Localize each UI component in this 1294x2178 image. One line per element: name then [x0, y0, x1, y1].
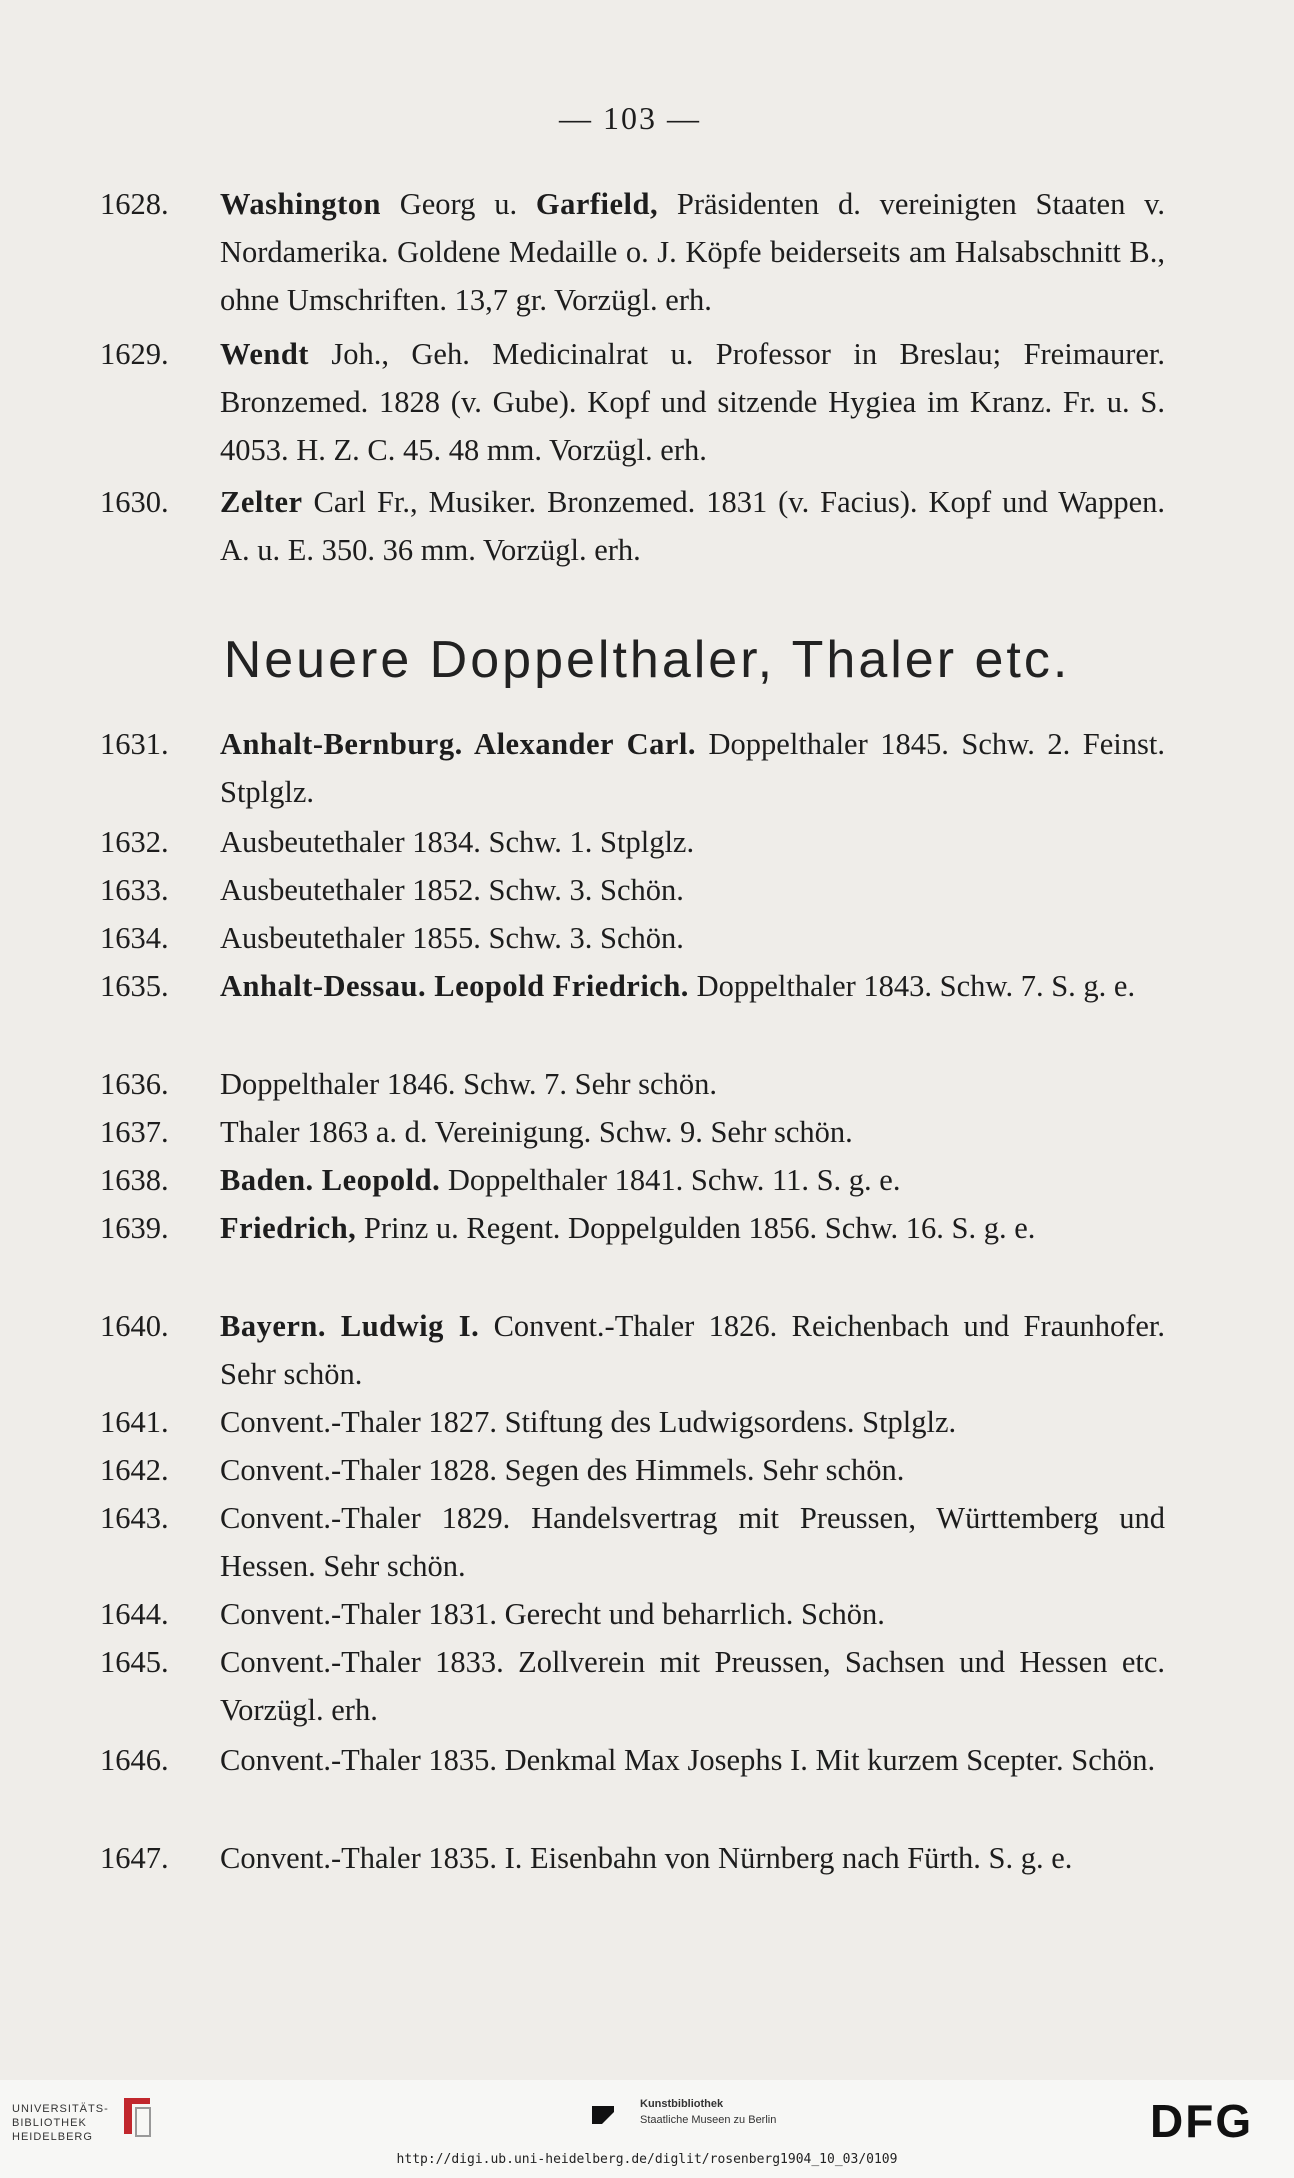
- entry-description: Doppelthaler 1843. Schw. 7. S. g. e.: [688, 969, 1136, 1003]
- entry-heading-secondary: Garfield,: [535, 187, 659, 221]
- entry-heading: Bayern. Ludwig I.: [220, 1309, 480, 1343]
- entry-heading: Baden. Leopold.: [220, 1163, 441, 1197]
- entry-number: 1628.: [100, 187, 169, 221]
- entry-description: Doppelthaler 1845. Schw. 2. Feinst. Stplglz.: [220, 727, 1165, 809]
- entry-description: Ausbeutethaler 1855. Schw. 3. Schön.: [220, 921, 684, 955]
- catalog-entry: [100, 1302, 1165, 1398]
- entry-description: Ausbeutethaler 1852. Schw. 3. Schön.: [220, 873, 684, 907]
- catalog-entry: [100, 914, 1165, 962]
- kunstbibliothek-label[interactable]: Kunstbibliothek Staatliche Museen zu Berlin: [640, 2098, 777, 2126]
- entry-description: Carl Fr., Musiker. Bronzemed. 1831 (v. Facius). Kopf und Wappen. A. u. E. 350. 36 mm. Vorzügl. erh.: [220, 485, 1165, 567]
- entry-heading: Anhalt-Bernburg. Alexander Carl.: [220, 727, 696, 761]
- entry-text: [220, 1834, 1165, 1882]
- entry-description: Doppelthaler 1846. Schw. 7. Sehr schön.: [220, 1067, 717, 1101]
- entry-description: Convent.-Thaler 1835. Denkmal Max Josephs I. Mit kurzem Scepter. Schön.: [220, 1743, 1156, 1777]
- catalog-entry: [100, 720, 1165, 816]
- entry-text: [220, 330, 1165, 474]
- catalog-entry: [100, 478, 1165, 574]
- entry-text: [220, 720, 1165, 816]
- entry-description: Convent.-Thaler 1829. Handelsvertrag mit Preussen, Württemberg und Hessen. Sehr schön.: [220, 1501, 1165, 1583]
- catalog-entry: [100, 1638, 1165, 1734]
- entry-text: [220, 1638, 1165, 1734]
- entry-number: 1635.: [100, 969, 169, 1003]
- entry-description: Convent.-Thaler 1833. Zollverein mit Preussen, Sachsen und Hessen etc. Vorzügl. erh.: [220, 1645, 1165, 1727]
- catalog-entry: [100, 1398, 1165, 1446]
- entry-number: 1640.: [100, 1309, 169, 1343]
- entry-number: 1633.: [100, 873, 169, 907]
- catalog-entry: [100, 330, 1165, 474]
- entry-heading: Washington: [220, 187, 381, 221]
- entry-number: 1636.: [100, 1067, 169, 1101]
- entry-text: [220, 1590, 1165, 1638]
- entry-text: [220, 866, 1165, 914]
- university-emblem-icon: [120, 2096, 154, 2138]
- entry-number: 1634.: [100, 921, 169, 955]
- entry-heading: Anhalt-Dessau. Leopold Friedrich.: [220, 969, 689, 1003]
- kunstbibliothek-logo-icon: [590, 2102, 616, 2128]
- entry-description: Doppelthaler 1841. Schw. 11. S. g. e.: [440, 1163, 901, 1197]
- catalog-entry: [100, 1446, 1165, 1494]
- entry-text: [220, 818, 1165, 866]
- page-number: — 103 —: [559, 100, 701, 136]
- entry-text: [220, 962, 1165, 1010]
- catalog-entry: [100, 1060, 1165, 1108]
- entry-number: 1630.: [100, 485, 169, 519]
- entry-number: 1637.: [100, 1115, 169, 1149]
- university-library-logo[interactable]: UNIVERSITÄTS- BIBLIOTHEK HEIDELBERG: [12, 2103, 109, 2143]
- entry-number: 1643.: [100, 1501, 169, 1535]
- entry-heading: Friedrich,: [220, 1211, 357, 1245]
- entry-description: Joh., Geh. Medicinalrat u. Professor in Breslau; Freimaurer. Bronzemed. 1828 (v. Gube). Kopf und sitzende Hygiea im Kranz. Fr. u. S. 4053. H. Z. C. 45. 48 mm. Vorzügl. erh.: [220, 337, 1165, 467]
- catalog-entry: [100, 1108, 1165, 1156]
- catalog-entry: [100, 1834, 1165, 1882]
- catalog-entry: [100, 1204, 1165, 1252]
- entry-heading: Zelter: [220, 485, 303, 519]
- entry-description: Convent.-Thaler 1826. Reichenbach und Fraunhofer. Sehr schön.: [220, 1309, 1165, 1391]
- entry-number: 1631.: [100, 727, 169, 761]
- catalog-entry: [100, 1494, 1165, 1590]
- catalog-entry: [100, 962, 1165, 1010]
- entry-text: [220, 1156, 1165, 1204]
- entry-text: [220, 1060, 1165, 1108]
- footer-bar: [0, 2080, 1294, 2178]
- entry-description: Thaler 1863 a. d. Vereinigung. Schw. 9. Sehr schön.: [220, 1115, 853, 1149]
- entry-text: [220, 1302, 1165, 1398]
- entry-text: [220, 180, 1165, 324]
- entry-number: 1644.: [100, 1597, 169, 1631]
- entry-description: Prinz u. Regent. Doppelgulden 1856. Schw. 16. S. g. e.: [356, 1211, 1036, 1245]
- entry-text: [220, 1108, 1165, 1156]
- catalog-entry: [100, 180, 1165, 324]
- entry-text: [220, 1446, 1165, 1494]
- entry-number: 1629.: [100, 337, 169, 371]
- entry-number: 1642.: [100, 1453, 169, 1487]
- entry-text: [220, 914, 1165, 962]
- permalink-url[interactable]: http://digi.ub.uni-heidelberg.de/diglit/rosenberg1904_10_03/0109: [396, 2152, 898, 2167]
- entry-text: [220, 1204, 1165, 1252]
- catalog-entry: [100, 1590, 1165, 1638]
- dfg-logo[interactable]: DFG: [1150, 2095, 1254, 2147]
- catalog-entry: [100, 818, 1165, 866]
- section-heading: Neuere Doppelthaler, Thaler etc.: [223, 631, 1071, 689]
- entry-description: Georg u.: [380, 187, 536, 221]
- entry-number: 1638.: [100, 1163, 169, 1197]
- entry-number: 1632.: [100, 825, 169, 859]
- entry-number: 1645.: [100, 1645, 169, 1679]
- entry-description: Ausbeutethaler 1834. Schw. 1. Stplglz.: [220, 825, 695, 859]
- entry-text: [220, 478, 1165, 574]
- entry-description: Convent.-Thaler 1831. Gerecht und beharrlich. Schön.: [220, 1597, 885, 1631]
- catalog-entry: [100, 1736, 1165, 1784]
- entry-text: [220, 1398, 1165, 1446]
- entry-heading: Wendt: [220, 337, 309, 371]
- entry-number: 1641.: [100, 1405, 169, 1439]
- entry-text: [220, 1494, 1165, 1590]
- entry-description: Convent.-Thaler 1835. I. Eisenbahn von Nürnberg nach Fürth. S. g. e.: [220, 1841, 1073, 1875]
- entry-description: Convent.-Thaler 1827. Stiftung des Ludwigsordens. Stplglz.: [220, 1405, 957, 1439]
- entry-number: 1639.: [100, 1211, 169, 1245]
- catalog-entry: [100, 1156, 1165, 1204]
- entry-number: 1646.: [100, 1743, 169, 1777]
- entry-text: [220, 1736, 1165, 1784]
- entry-description: Convent.-Thaler 1828. Segen des Himmels. Sehr schön.: [220, 1453, 905, 1487]
- entry-description-cont: Präsidenten d. vereinigten Staaten v. Nordamerika. Goldene Medaille o. J. Köpfe beiderseits am Halsabschnitt B., ohne Umschriften. 13,7 gr. Vorzügl. erh.: [220, 187, 1166, 317]
- catalog-entry: [100, 866, 1165, 914]
- entry-number: 1647.: [100, 1841, 169, 1875]
